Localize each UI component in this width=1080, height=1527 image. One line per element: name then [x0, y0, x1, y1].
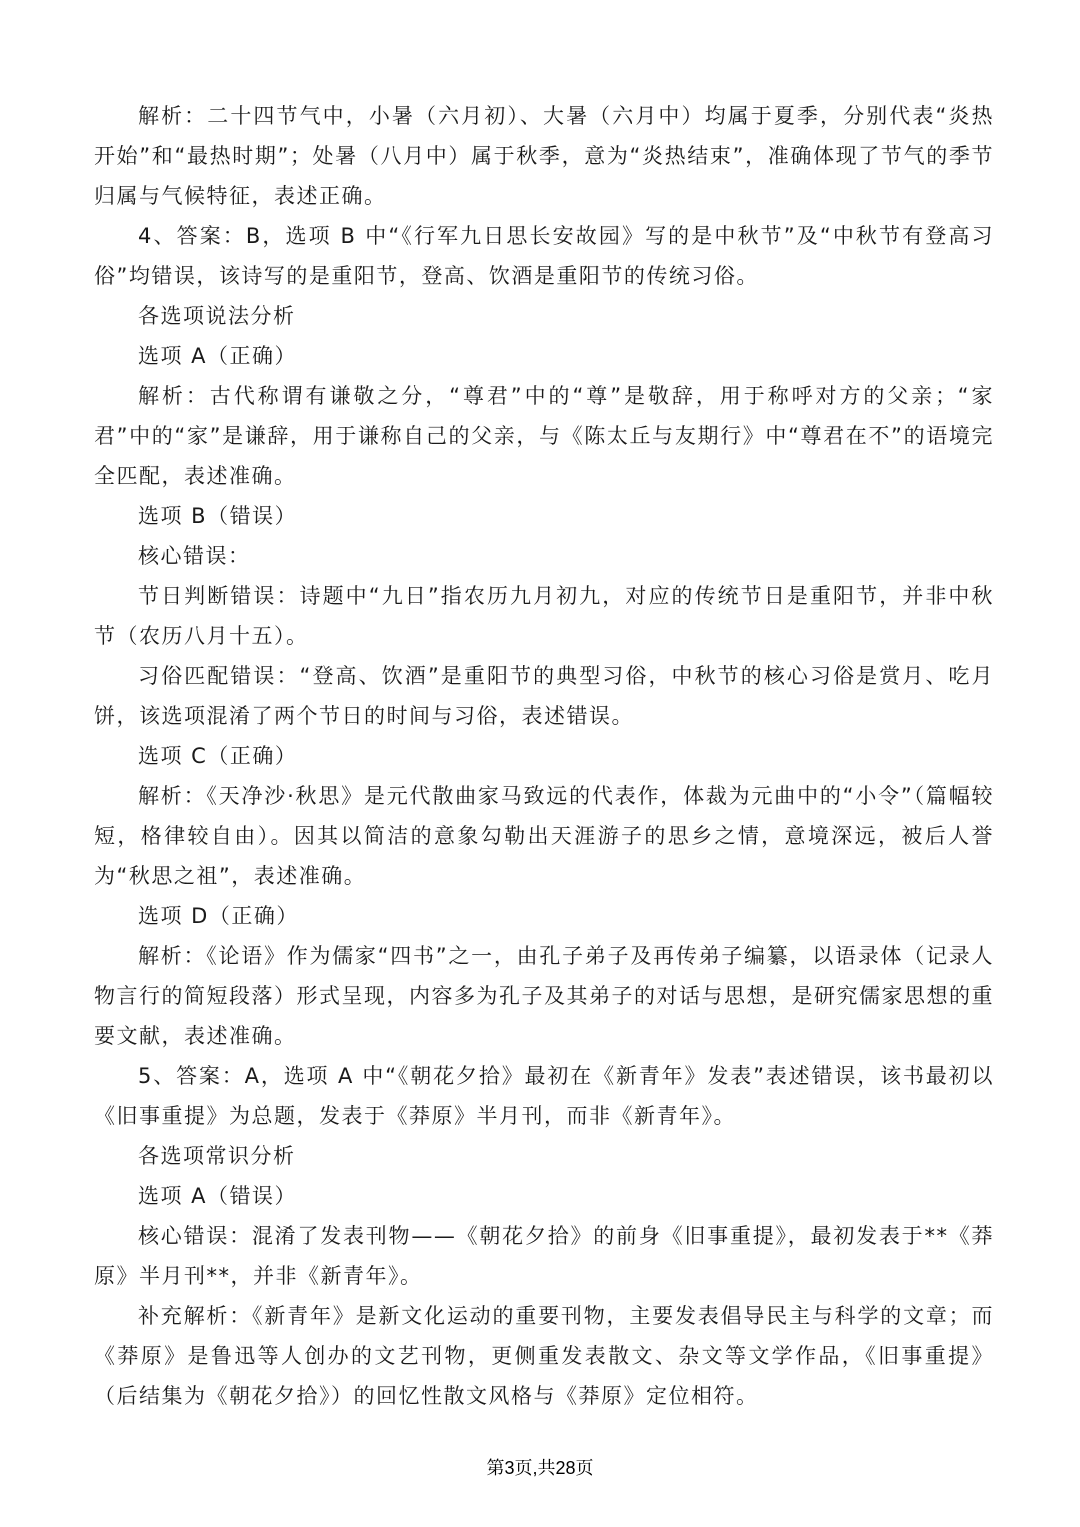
paragraph-solar-terms-analysis: 解析：二十四节气中，小暑（六月初）、大暑（六月中）均属于夏季，分别代表“炎热开始”和“最热时期”；处暑（八月中）属于秋季，意为“炎热结束”，准确体现了节气的季节归属与气候特征，表述正确。 [94, 104, 994, 208]
paragraph-festival-error: 节日判断错误：诗题中“九日”指农历九月初九，对应的传统节日是重阳节，并非中秋节（农历八月十五）。 [94, 584, 994, 648]
paragraph-publication-error: 核心错误：混淆了发表刊物——《朝花夕拾》的前身《旧事重提》，最初发表于**《莽原》半月刊**，并非《新青年》。 [94, 1224, 994, 1288]
document-body [94, 96, 994, 1416]
paragraph-option-c-analysis: 解析：《天净沙·秋思》是元代散曲家马致远的代表作，体裁为元曲中的“小令”（篇幅较短，格律较自由）。因其以简洁的意象勾勒出天涯游子的思乡之情，意境深远，被后人誉为“秋思之祖”，表述准确。 [94, 784, 994, 888]
paragraph-answer-4: 4、答案：B，选项 B 中“《行军九日思长安故园》写的是中秋节”及“中秋节有登高习俗”均错误，该诗写的是重阳节，登高、饮酒是重阳节的传统习俗。 [94, 224, 994, 288]
paragraph-knowledge-heading: 各选项常识分析 [138, 1144, 296, 1168]
paragraph-option-a-analysis: 解析：古代称谓有谦敬之分，“尊君”中的“尊”是敬辞，用于称呼对方的父亲；“家君”中的“家”是谦辞，用于谦称自己的父亲，与《陈太丘与友期行》中“尊君在不”的语境完全匹配，表述准确。 [94, 384, 994, 488]
paragraph-option-b-label: 选项 B（错误） [138, 504, 298, 528]
paragraph-option-d-analysis: 解析：《论语》作为儒家“四书”之一，由孔子弟子及再传弟子编纂，以语录体（记录人物言行的简短段落）形式呈现，内容多为孔子及其弟子的对话与思想，是研究儒家思想的重要文献，表述准确。 [94, 944, 994, 1048]
paragraph-option-a-label: 选项 A（正确） [138, 344, 298, 368]
paragraph-options-heading: 各选项说法分析 [138, 304, 296, 328]
paragraph-custom-error: 习俗匹配错误：“登高、饮酒”是重阳节的典型习俗，中秋节的核心习俗是赏月、吃月饼，该选项混淆了两个节日的时间与习俗，表述错误。 [94, 664, 994, 728]
paragraph-answer-5: 5、答案：A，选项 A 中“《朝花夕拾》最初在《新青年》发表”表述错误，该书最初以《旧事重提》为总题，发表于《莽原》半月刊，而非《新青年》。 [94, 1064, 994, 1128]
paragraph-option-d-label: 选项 D（正确） [138, 904, 299, 928]
page-number: 第3页,共28页 [486, 1458, 594, 1478]
paragraph-option-a-error-label: 选项 A（错误） [138, 1184, 298, 1208]
paragraph-option-c-label: 选项 C（正确） [138, 744, 298, 768]
paragraph-supplementary-analysis: 补充解析：《新青年》是新文化运动的重要刊物，主要发表倡导民主与科学的文章；而《莽原》是鲁迅等人创办的文艺刊物，更侧重发表散文、杂文等文学作品，《旧事重提》（后结集为《朝花夕拾》）的回忆性散文风格与《莽原》定位相符。 [94, 1304, 994, 1408]
paragraph-core-error-label: 核心错误： [138, 544, 251, 568]
